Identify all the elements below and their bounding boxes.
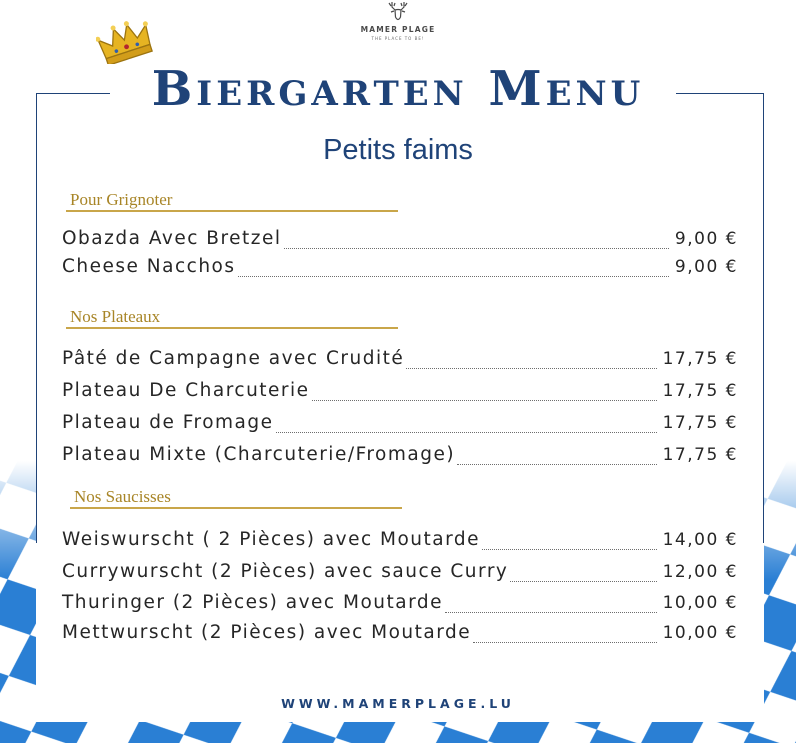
dot-leader [276, 431, 657, 433]
menu-item-price: 10,00 € [662, 593, 738, 613]
section-heading-plateaux: Nos Plateaux [66, 307, 398, 329]
menu-item [62, 622, 738, 650]
dot-leader [457, 463, 657, 465]
page-title: Biergarten Menu [151, 61, 645, 117]
menu-item-price: 17,75 € [662, 413, 738, 433]
logo-brand-text: MAMER PLAGE [360, 25, 436, 34]
dot-leader [482, 548, 657, 550]
logo-tagline: THE PLACE TO BE! [371, 36, 425, 41]
dot-leader [312, 399, 657, 401]
menu-item [62, 412, 738, 440]
menu-item-price: 10,00 € [662, 623, 738, 643]
menu-item-price: 17,75 € [662, 445, 738, 465]
menu-item [62, 348, 738, 376]
dot-leader [406, 367, 656, 369]
menu-item-name: Cheese Nacchos [62, 256, 236, 277]
frame-left [36, 93, 37, 543]
menu-item [62, 380, 738, 408]
mamer-plage-logo [346, 0, 450, 46]
section-heading-saucisses: Nos Saucisses [70, 487, 402, 509]
menu-item [62, 592, 738, 620]
section-heading-grignoter: Pour Grignoter [66, 190, 398, 212]
menu-item-name: Plateau Mixte (Charcuterie/Fromage) [62, 444, 456, 465]
menu-item-name: Plateau de Fromage [62, 412, 274, 433]
menu-item [62, 444, 738, 472]
menu-item-price: 9,00 € [674, 257, 738, 277]
dot-leader [510, 580, 656, 582]
dot-leader [238, 275, 669, 277]
dot-leader [284, 247, 669, 249]
menu-item-name: Thuringer (2 Pièces) avec Moutarde [62, 592, 443, 613]
menu-item-name: Mettwurscht (2 Pièces) avec Moutarde [62, 622, 472, 643]
menu-item-name: Obazda Avec Bretzel [62, 228, 282, 249]
stag-head-icon [383, 0, 413, 26]
menu-item [62, 561, 738, 589]
menu-item [62, 256, 738, 284]
dot-leader [445, 611, 657, 613]
page-subtitle: Petits faims [323, 134, 473, 166]
menu-item-price: 17,75 € [662, 381, 738, 401]
menu-item-price: 12,00 € [662, 562, 738, 582]
menu-item [62, 228, 738, 256]
menu-item [62, 529, 738, 557]
menu-item-name: Weiswurscht ( 2 Pièces) avec Moutarde [62, 529, 481, 550]
dot-leader [473, 641, 656, 643]
menu-item-price: 14,00 € [662, 530, 738, 550]
frame-top-left [36, 93, 110, 94]
menu-item-name: Currywurscht (2 Pièces) avec sauce Curry [62, 561, 509, 582]
menu-item-name: Plateau De Charcuterie [62, 380, 310, 401]
menu-item-price: 17,75 € [662, 349, 738, 369]
frame-right [763, 93, 764, 543]
website-link[interactable]: WWW.MAMERPLAGE.LU [281, 696, 515, 711]
menu-item-price: 9,00 € [674, 229, 738, 249]
menu-item-name: Pâté de Campagne avec Crudité [62, 348, 405, 369]
frame-top-right [676, 93, 764, 94]
